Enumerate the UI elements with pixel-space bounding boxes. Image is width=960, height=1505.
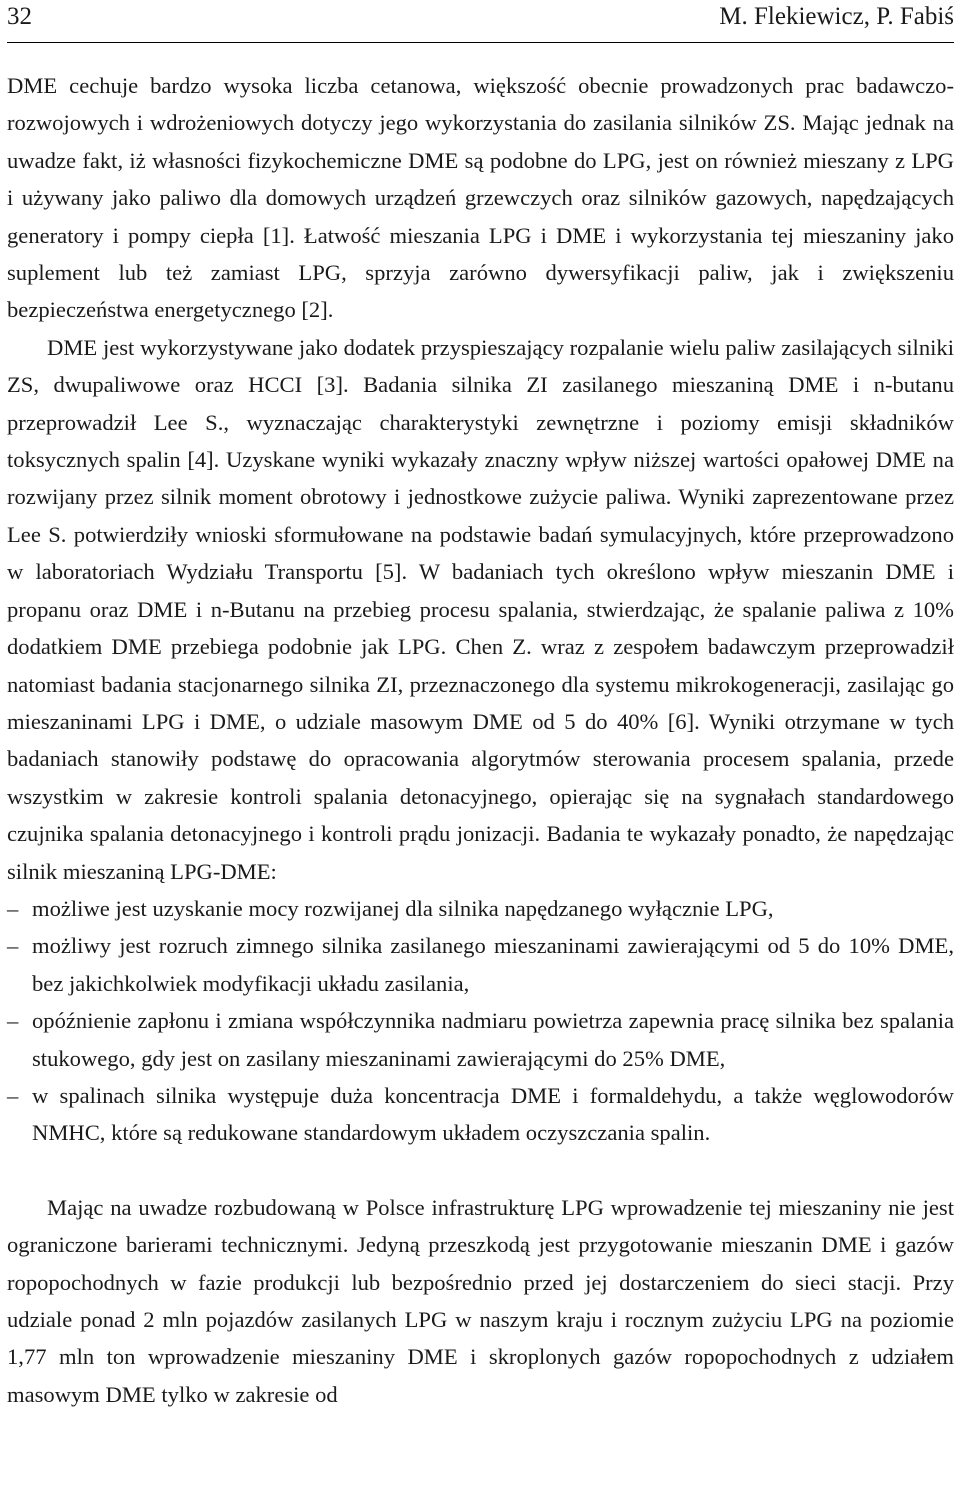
running-header-authors: M. Flekiewicz, P. Fabiś bbox=[719, 3, 954, 30]
conclusions-list bbox=[7, 890, 954, 1152]
paragraph-3: Mając na uwadze rozbudowaną w Polsce infrastrukturę LPG wprowadzenie tej mieszaniny nie jest ograniczone barierami technicznymi. Jedyną przeszkodą jest przygotowanie mieszanin DME i gazów ropopochodnych w fazie produkcji lub bezpośrednio przed jej dostarczeniem do sieci stacji. Przy udziale ponad 2 mln pojazdów zasilanych LPG w naszym kraju i rocznym zużyciu LPG na poziomie 1,77 mln ton wprowadzenie mieszaniny DME i skroplonych gazów ropopochodnych z udziałem masowym DME tylko w zakresie od bbox=[7, 1194, 954, 1407]
dash-bullet: – bbox=[7, 1082, 19, 1108]
page-number: 32 bbox=[7, 3, 32, 30]
dash-bullet: – bbox=[7, 933, 19, 959]
dash-bullet: – bbox=[7, 1008, 19, 1034]
list-item-text: opóźnienie zapłonu i zmiana współczynnika nadmiaru powietrza zapewnia pracę silnika bez spalania stukowego, gdy jest on zasilany mieszaninami zawierającymi do 25% DME, bbox=[32, 1008, 954, 1071]
list-item bbox=[7, 890, 954, 927]
dash-bullet: – bbox=[7, 895, 19, 921]
list-item bbox=[7, 927, 954, 1002]
document-page bbox=[7, 0, 954, 1413]
list-item bbox=[7, 1077, 954, 1152]
list-item-text: możliwy jest rozruch zimnego silnika zasilanego mieszaninami zawierającymi od 5 do 10% DME, bez jakichkolwiek modyfikacji układu zasilania, bbox=[32, 933, 954, 996]
paragraph-spacer bbox=[7, 1152, 954, 1189]
list-item-text: w spalinach silnika występuje duża koncentracja DME i formaldehydu, a także węglowodorów NMHC, które są redukowane standardowym układem oczyszczania spalin. bbox=[32, 1082, 954, 1146]
list-item bbox=[7, 1002, 954, 1077]
body-text bbox=[7, 67, 954, 1413]
paragraph-1: DME cechuje bardzo wysoka liczba cetanowa, większość obecnie prowadzonych prac badawczo-rozwojowych i wdrożeniowych dotyczy jego wykorzystania do zasilania silników ZS. Mając jednak na uwadze fakt, iż własności fizykochemiczne DME są podobne do LPG, jest on również mieszany z LPG i używany jako paliwo dla domowych urządzeń grzewczych oraz silników gazowych, napędzających generatory i pompy ciepła [1]. Łatwość mieszania LPG i DME i wykorzystania tej mieszaniny jako suplement lub też zamiast LPG, sprzyja zarówno dywersyfikacji paliw, jak i zwiększeniu bezpieczeństwa energetycznego [2]. bbox=[7, 73, 954, 323]
running-header bbox=[7, 0, 954, 43]
paragraph-2: DME jest wykorzystywane jako dodatek przyspieszający rozpalanie wielu paliw zasilających silniki ZS, dwupaliwowe oraz HCCI [3]. Badania silnika ZI zasilanego mieszaniną DME i n-butanu przeprowadził Lee S., wyznaczając charakterystyki zewnętrzne i poziomy emisji składników toksycznych spalin [4]. Uzyskane wyniki wykazały znaczny wpływ niższej wartości opałowej DME na rozwijany przez silnik moment obrotowy i jednostkowe zużycie paliwa. Wyniki zaprezentowane przez Lee S. potwierdziły wnioski sformułowane na podstawie badań symulacyjnych, które przeprowadzono w laboratoriach Wydziału Transportu [5]. W badaniach tych określono wpływ mieszanin DME i propanu oraz DME i n-Butanu na przebieg procesu spalania, stwierdzając, że spalanie paliwa z 10% dodatkiem DME przebiega podobnie jak LPG. Chen Z. wraz z zespołem badawczym przeprowadził natomiast badania stacjonarnego silnika ZI, przeznaczonego dla systemu mikrokogeneracji, zasilając go mieszaninami LPG i DME, o udziale masowym DME od 5 do 40% [6]. Wyniki otrzymane w tych badaniach stanowiły podstawę do opracowania algorytmów sterowania procesem spalania, przede wszystkim w zakresie kontroli spalania detonacyjnego, opierając się na sygnałach standardowego czujnika spalania detonacyjnego i kontroli prądu jonizacji. Badania te wykazały ponadto, że napędzając silnik mieszaniną LPG-DME: bbox=[7, 334, 954, 884]
list-item-text: możliwe jest uzyskanie mocy rozwijanej dla silnika napędzanego wyłącznie LPG, bbox=[32, 895, 774, 921]
